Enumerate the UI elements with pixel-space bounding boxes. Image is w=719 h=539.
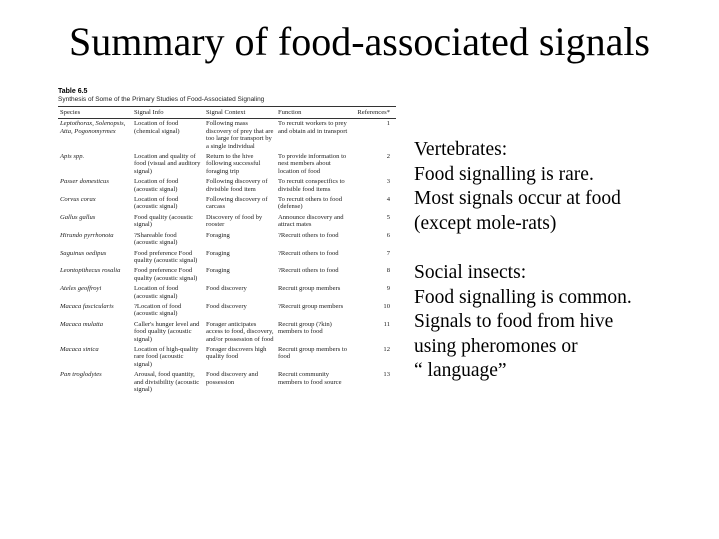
vertebrates-heading: Vertebrates: [414,139,508,160]
table-row [58,213,396,231]
species-cell: Ateles geoffroyi [60,285,102,293]
table-header-row [58,107,396,119]
species-cell: Saguinus oedipus [60,249,107,257]
function-cell: Recruit community members to food source [278,371,342,386]
insects-block [414,261,714,384]
insects-line: Signals to food from hive [414,311,614,333]
col-header-signal-info: Signal Info [132,107,204,119]
signal-info-cell: Location of food (acoustic signal) [134,178,179,193]
species-cell: Leptothorax, Solenopsis, Atta, Pogonomyrmex [60,120,126,135]
signal-table [58,88,396,395]
signal-info-cell: Location of food (acoustic signal) [134,196,179,211]
table-row [58,249,396,267]
table-row [58,345,396,370]
reference-cell: 11 [383,320,390,328]
table-row [58,302,396,320]
vertebrates-line: Food signalling is rare. [414,163,594,185]
function-cell: ?Recruit others to food [278,267,339,275]
insects-line: Food signalling is common. [414,286,632,308]
insects-line: “ language” [414,360,507,382]
table-row [58,195,396,213]
signal-context-cell: Following mass discovery of prey that are too large for transport by a single individual [206,120,274,150]
function-cell: To recruit conspecifics to divisible food items [278,178,345,193]
signal-context-cell: Foraging [206,267,230,275]
table-number: Table 6.5 [58,88,88,95]
species-cell: Leontopithecus rosalia [60,267,121,275]
reference-cell: 3 [386,178,390,186]
function-cell: Recruit group (?kin) members to food [278,320,332,336]
table-row [58,320,396,345]
species-cell: Hirundo pyrrhonota [60,231,114,239]
col-header-signal-context: Signal Context [204,107,276,119]
function-cell: To recruit others to food (defense) [278,196,342,211]
species-cell: Macaca fascicularis [60,302,114,310]
signal-info-cell: Arousal, food quantity, and divisibility (acoustic signal) [134,371,200,393]
table-row [58,284,396,302]
insects-heading: Social insects: [414,261,527,283]
signal-info-cell: Location of food (chemical signal) [134,120,180,135]
table-caption: Synthesis of Some of the Primary Studies of Food-Associated Signaling [58,96,265,103]
vertebrates-line: (except mole-rats) [414,212,557,234]
vertebrates-line: Most signals occur at food [414,188,621,210]
signal-context-cell: Food discovery [206,302,247,310]
col-header-species: Species [58,107,132,119]
reference-cell: 6 [386,231,390,239]
reference-cell: 5 [386,213,390,221]
reference-cell: 9 [386,285,390,293]
reference-cell: 2 [386,153,390,161]
insects-line: using pheromones or [414,335,578,357]
summary-text [414,138,714,384]
signal-info-cell: Food preference Food quality (acoustic signal) [134,249,198,264]
signal-context-cell: Return to the hive following successful foraging trip [206,153,261,175]
reference-cell: 13 [383,371,390,379]
table-row [58,231,396,249]
reference-cell: 8 [386,267,390,275]
species-cell: Macaca sinica [60,345,99,353]
species-cell: Apis spp. [60,153,85,161]
species-cell: Passer domesticus [60,178,109,186]
reference-cell: 1 [386,120,390,128]
reference-cell: 12 [383,345,390,353]
signal-info-cell: Food quality (acoustic signal) [134,213,193,229]
function-cell: Recruit group members [278,285,341,293]
signal-info-cell: Location of high-quality rare food (acoustic signal) [134,345,199,368]
slide-title: Summary of food-associated signals [69,19,650,64]
table-row [58,119,396,152]
vertebrates-block [414,138,714,236]
species-cell: Corvus corax [60,196,96,204]
species-cell: Pan troglodytes [60,371,102,379]
signal-context-cell: Following discovery of carcass [206,196,268,211]
signal-context-cell: Food discovery [206,285,247,293]
table-row [58,266,396,284]
function-cell: Recruit group members to food [278,345,348,361]
reference-cell: 10 [383,302,390,310]
function-cell: To provide information to nest members about location of food [278,153,347,175]
function-cell: To recruit workers to prey and obtain aid in transport [278,120,348,135]
signal-context-cell: Forager discovers high quality food [206,345,267,361]
signal-context-cell: Food discovery and possession [206,371,259,386]
col-header-references: References* [350,107,396,119]
signal-info-cell: Caller's hunger level and food quality (acoustic signal) [134,320,200,343]
signal-context-cell: Foraging [206,231,230,239]
signal-info-cell: ?Location of food (acoustic signal) [134,302,182,318]
signal-info-cell: Location of food (acoustic signal) [134,285,179,300]
signal-info-cell: ?Shareable food (acoustic signal) [134,231,178,247]
table-row [58,152,396,177]
function-cell: ?Recruit group members [278,302,344,310]
signal-info-cell: Location and quality of food (visual and auditory signal) [134,153,201,175]
col-header-function: Function [276,107,350,119]
species-cell: Gallus gallus [60,213,96,221]
table-row [58,177,396,195]
table-row [58,370,396,395]
reference-cell: 4 [386,196,390,204]
signal-context-cell: Discovery of food by rooster [206,213,263,229]
signal-info-cell: Food preference Food quality (acoustic signal) [134,267,198,282]
signal-data-table [58,107,396,395]
signal-context-cell: Foraging [206,249,230,257]
function-cell: ?Recruit others to food [278,249,339,257]
function-cell: Announce discovery and attract mates [278,213,344,229]
table-body [58,119,396,396]
reference-cell: 7 [386,249,390,257]
function-cell: ?Recruit others to food [278,231,339,239]
species-cell: Macaca mulatta [60,320,104,328]
signal-context-cell: Following discovery of divisible food item [206,178,268,193]
signal-context-cell: Forager anticipates access to food, discovery, and/or possession of food [206,320,274,343]
